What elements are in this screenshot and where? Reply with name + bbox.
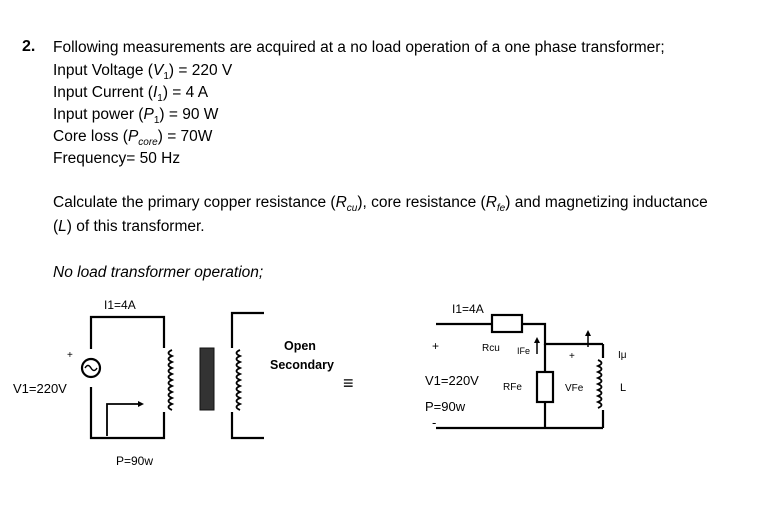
left-current-label: I1=4A — [104, 298, 136, 312]
right-power-label: P=90w — [425, 399, 466, 414]
input-voltage-line: Input Voltage $(V_1) = 220$ V — [53, 62, 233, 83]
right-minus-sign: - — [432, 415, 437, 430]
right-current-label: I1=4A — [452, 302, 484, 316]
rfe-label: RFe — [503, 382, 522, 393]
left-circuit — [82, 313, 264, 438]
task-line-1: Calculate the primary copper resistance $(R_{cu})$, core resistance $(R_{fe})$ and magnetizing inductance — [53, 194, 708, 215]
imu-label: Iμ — [618, 350, 627, 361]
wattmeter-coil — [107, 404, 140, 436]
secondary-bottom-wire — [232, 412, 264, 438]
core-loss-line: Core loss $(P_{core}) = 70W$ — [53, 128, 213, 149]
rfe-resistor — [537, 372, 553, 402]
ife-label: IFe — [517, 346, 531, 356]
imu-arrow-icon — [585, 330, 591, 336]
l-label: L — [620, 382, 627, 394]
ife-arrow-icon — [534, 337, 540, 343]
right-plus-sign: + — [432, 339, 440, 353]
left-plus-sign: + — [67, 350, 73, 361]
wattmeter-arrow — [138, 401, 144, 407]
equivalence-symbol: ≡ — [343, 373, 354, 393]
primary-coil-icon — [169, 350, 173, 410]
right-plus-sign-2: + — [569, 351, 575, 362]
task-line-2: (L) of this transformer. — [53, 218, 205, 235]
rcu-resistor — [492, 315, 522, 332]
left-power-label: P=90w — [116, 454, 154, 468]
frequency-line: Frequency= 50 Hz — [53, 150, 181, 167]
figure-caption: No load transformer operation; — [53, 264, 264, 281]
open-secondary-line2: Secondary — [270, 358, 334, 372]
right-voltage-label: V1=220V — [425, 373, 479, 388]
top-wire — [91, 317, 164, 348]
rcu-label: Rcu — [482, 343, 500, 354]
left-voltage-label: V1=220V — [13, 381, 67, 396]
right-top-wire-right — [522, 324, 603, 344]
open-secondary-line1: Open — [284, 339, 316, 353]
inductor-coil-icon — [598, 360, 602, 408]
question-intro: Following measurements are acquired at a no load operation of a one phase transformer; — [53, 39, 665, 56]
question-number: 2. — [22, 38, 36, 55]
secondary-top-wire — [232, 313, 264, 348]
bottom-wire — [91, 387, 164, 438]
secondary-coil-icon — [237, 350, 241, 410]
transformer-core-icon — [200, 348, 214, 410]
vfe-label: VFe — [565, 383, 584, 394]
sine-wave-icon — [85, 366, 97, 371]
input-current-line: Input Current $(I_1) = 4$ A — [53, 84, 209, 105]
input-power-line: Input power $(P_1) = 90$ W — [53, 106, 219, 127]
